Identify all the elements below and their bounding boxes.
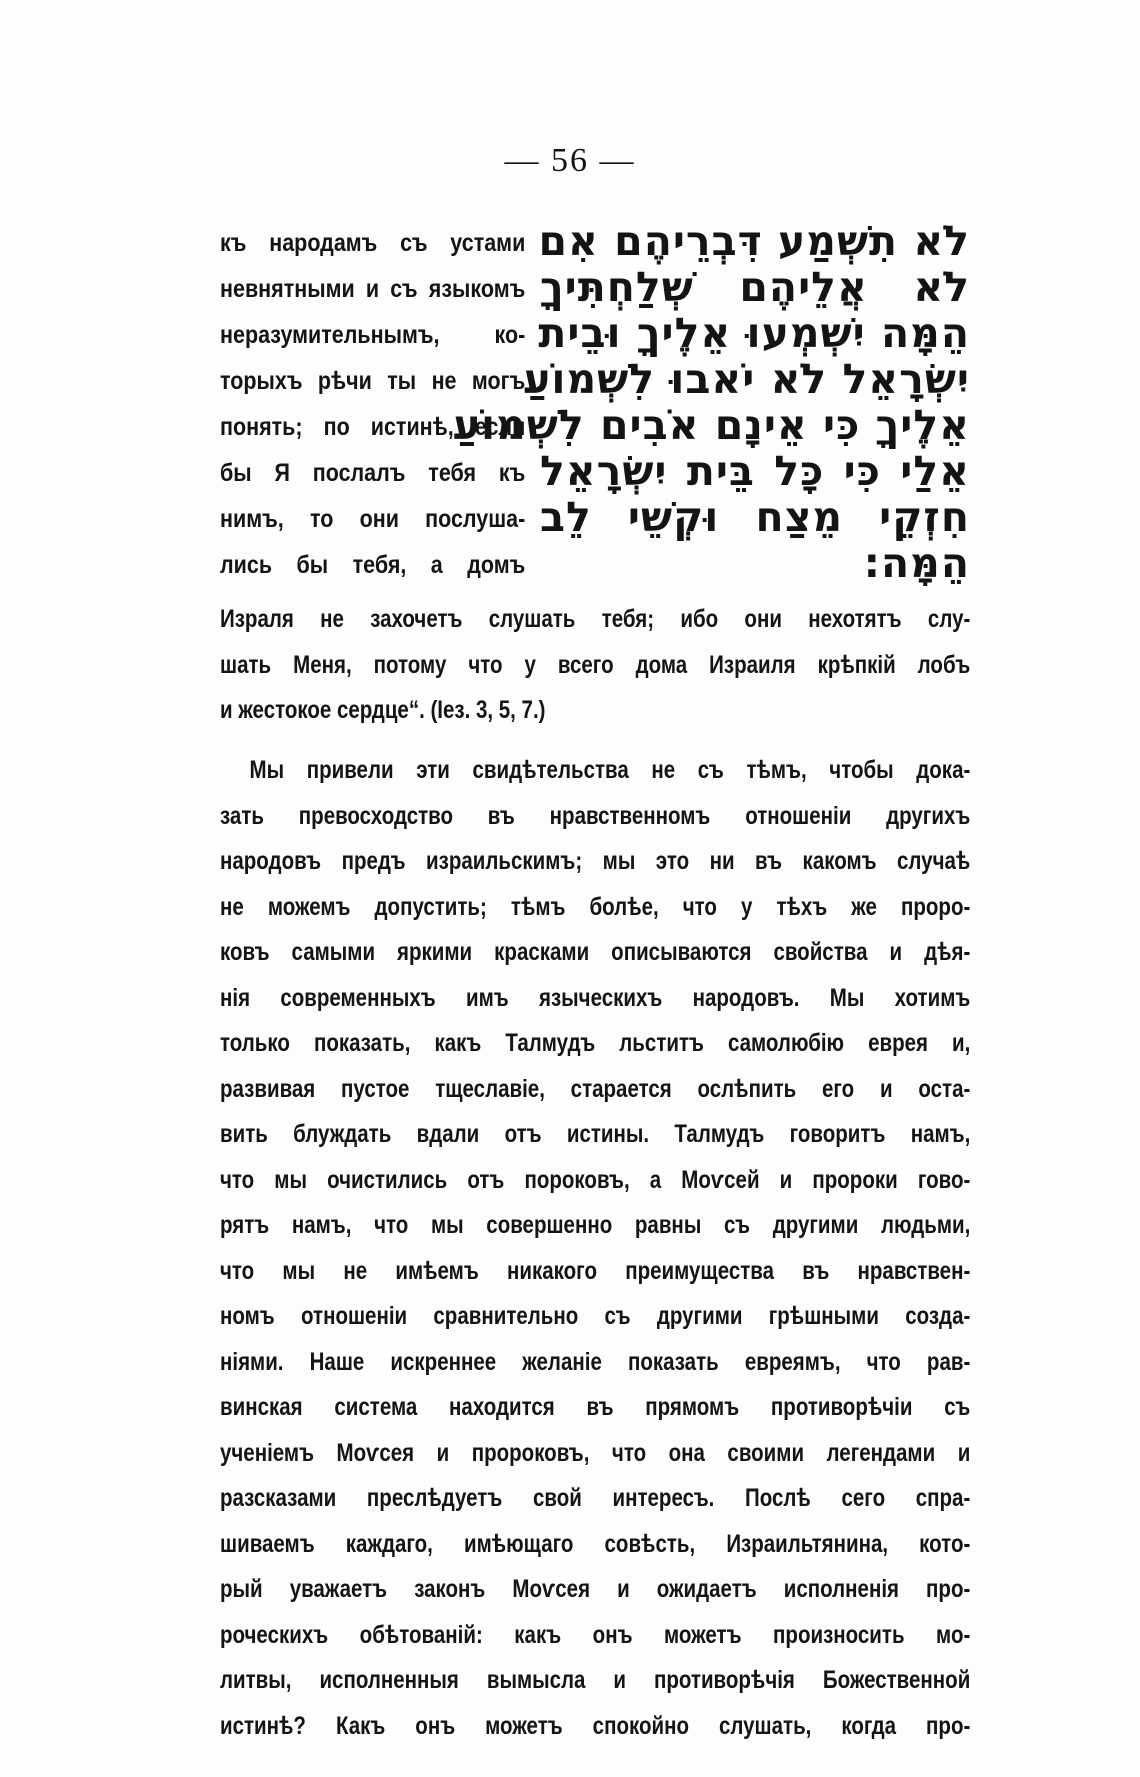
russian-line: неразумительнымъ, ко- (220, 321, 526, 349)
text-line: истинѣ? Какъ онъ можетъ спокойно слушать, когда про- (220, 1711, 971, 1740)
text-line: народовъ предъ израильскимъ; мы это ни въ какомъ случаѣ (220, 847, 971, 875)
text-line: и жестокое сердце“. (Iез. 3, 5, 7.) (220, 696, 546, 724)
text-line: шать Меня, потому что у всего дома Израиля крѣпкій лобъ (220, 650, 971, 679)
hebrew-line: יִשְׂרָאֵל לֹא יֹאבוּ לִשְׁמוֹעַ (523, 355, 970, 403)
text-line: рый уважаетъ законъ Моѵсея и ожидаетъ исполненія про- (220, 1575, 971, 1603)
text-line: что мы очистились отъ пороковъ, а Моѵсей и пророки гово- (220, 1165, 971, 1194)
text-line: Мы привели эти свидѣтельства не съ тѣмъ, чтобы дока- (249, 756, 971, 784)
text-line: только показать, какъ Талмудъ льститъ самолюбію еврея и, (220, 1029, 971, 1057)
text-line: развивая пустое тщеславіе, старается ослѣпить его и оста- (220, 1074, 971, 1103)
text-line: шиваемъ каждаго, имѣющаго совѣсть, Израильтянина, кото- (220, 1529, 971, 1558)
text-line: литвы, исполненныя вымысла и противорѣчія Божественной (220, 1666, 971, 1694)
text-line: нія современныхъ имъ языческихъ народовъ. Мы хотимъ (220, 983, 971, 1012)
russian-line: торыхъ рѣчи ты не могъ (220, 367, 526, 395)
hebrew-column (452, 217, 970, 587)
hebrew-line: חִזְקֵי מֵצַח וּקְשֵׁי לֵב (540, 493, 970, 541)
hebrew-line: הֵמָּה: (863, 539, 970, 587)
text-line: не можемъ допустить; тѣмъ болѣе, что у тѣхъ же проро- (220, 892, 971, 921)
text-line: ученіемъ Моѵсея и пророковъ, что она своими легендами и (220, 1438, 971, 1467)
text-line: винская система находится въ прямомъ противорѣчіи съ (220, 1393, 971, 1421)
text-line: Израля не захочетъ слушать тебя; ибо они нехотятъ слу- (220, 605, 971, 633)
russian-line: нимъ, то они послуша- (220, 505, 526, 533)
russian-line: лись бы тебя, а домъ (220, 551, 526, 579)
hebrew-line: אֵלֶיךָ כִּי אֵינָם אֹבִים לִשְׁמוֹעַ (452, 401, 970, 449)
text-line: рятъ намъ, что мы совершенно равны съ другими людьми, (220, 1211, 971, 1239)
bilingual-block (220, 217, 970, 590)
text-line: вить блуждать вдали отъ истины. Талмудъ говоритъ намъ, (220, 1120, 971, 1148)
hebrew-line: אֵלַי כִּי כָּל בֵּית יִשְׂרָאֵל (540, 447, 970, 495)
hebrew-line: לֹא תִשְׁמַע דִּבְרֵיהֶם אִם (538, 217, 970, 265)
text-line: разсказами преслѣдуетъ свой интересъ. Послѣ сего спра- (220, 1484, 971, 1512)
hebrew-line: הֵמָּה יִשְׁמְעוּ אֵלֶיךָ וּבֵית (538, 309, 970, 357)
russian-line: невнятными и съ языкомъ (220, 275, 526, 303)
main-paragraph (220, 748, 970, 1749)
russian-line: бы Я послалъ тебя къ (220, 459, 526, 487)
hebrew-line: לֹא אֲלֵיהֶם שְׁלַחְתִּיךָ (540, 263, 970, 311)
continuation-text (220, 597, 970, 734)
russian-line: понять; по истинѣ, если (220, 413, 526, 441)
text-line: номъ отношеніи сравнительно съ другими грѣшными созда- (220, 1302, 971, 1330)
page-number: — 56 — (504, 142, 636, 179)
text-line: роческихъ обѣтованій: какъ онъ можетъ произносить мо- (220, 1620, 971, 1649)
text-line: ніями. Наше искреннее желаніе показать евреямъ, что рав- (220, 1347, 971, 1376)
text-line: ковъ самыми яркими красками описываются свойства и дѣя- (220, 938, 971, 966)
text-line: зать превосходство въ нравственномъ отношеніи другихъ (220, 801, 971, 830)
russian-line: къ народамъ съ устами (220, 229, 526, 257)
text-line: что мы не имѣемъ никакого преимущества въ нравствен- (220, 1256, 971, 1285)
